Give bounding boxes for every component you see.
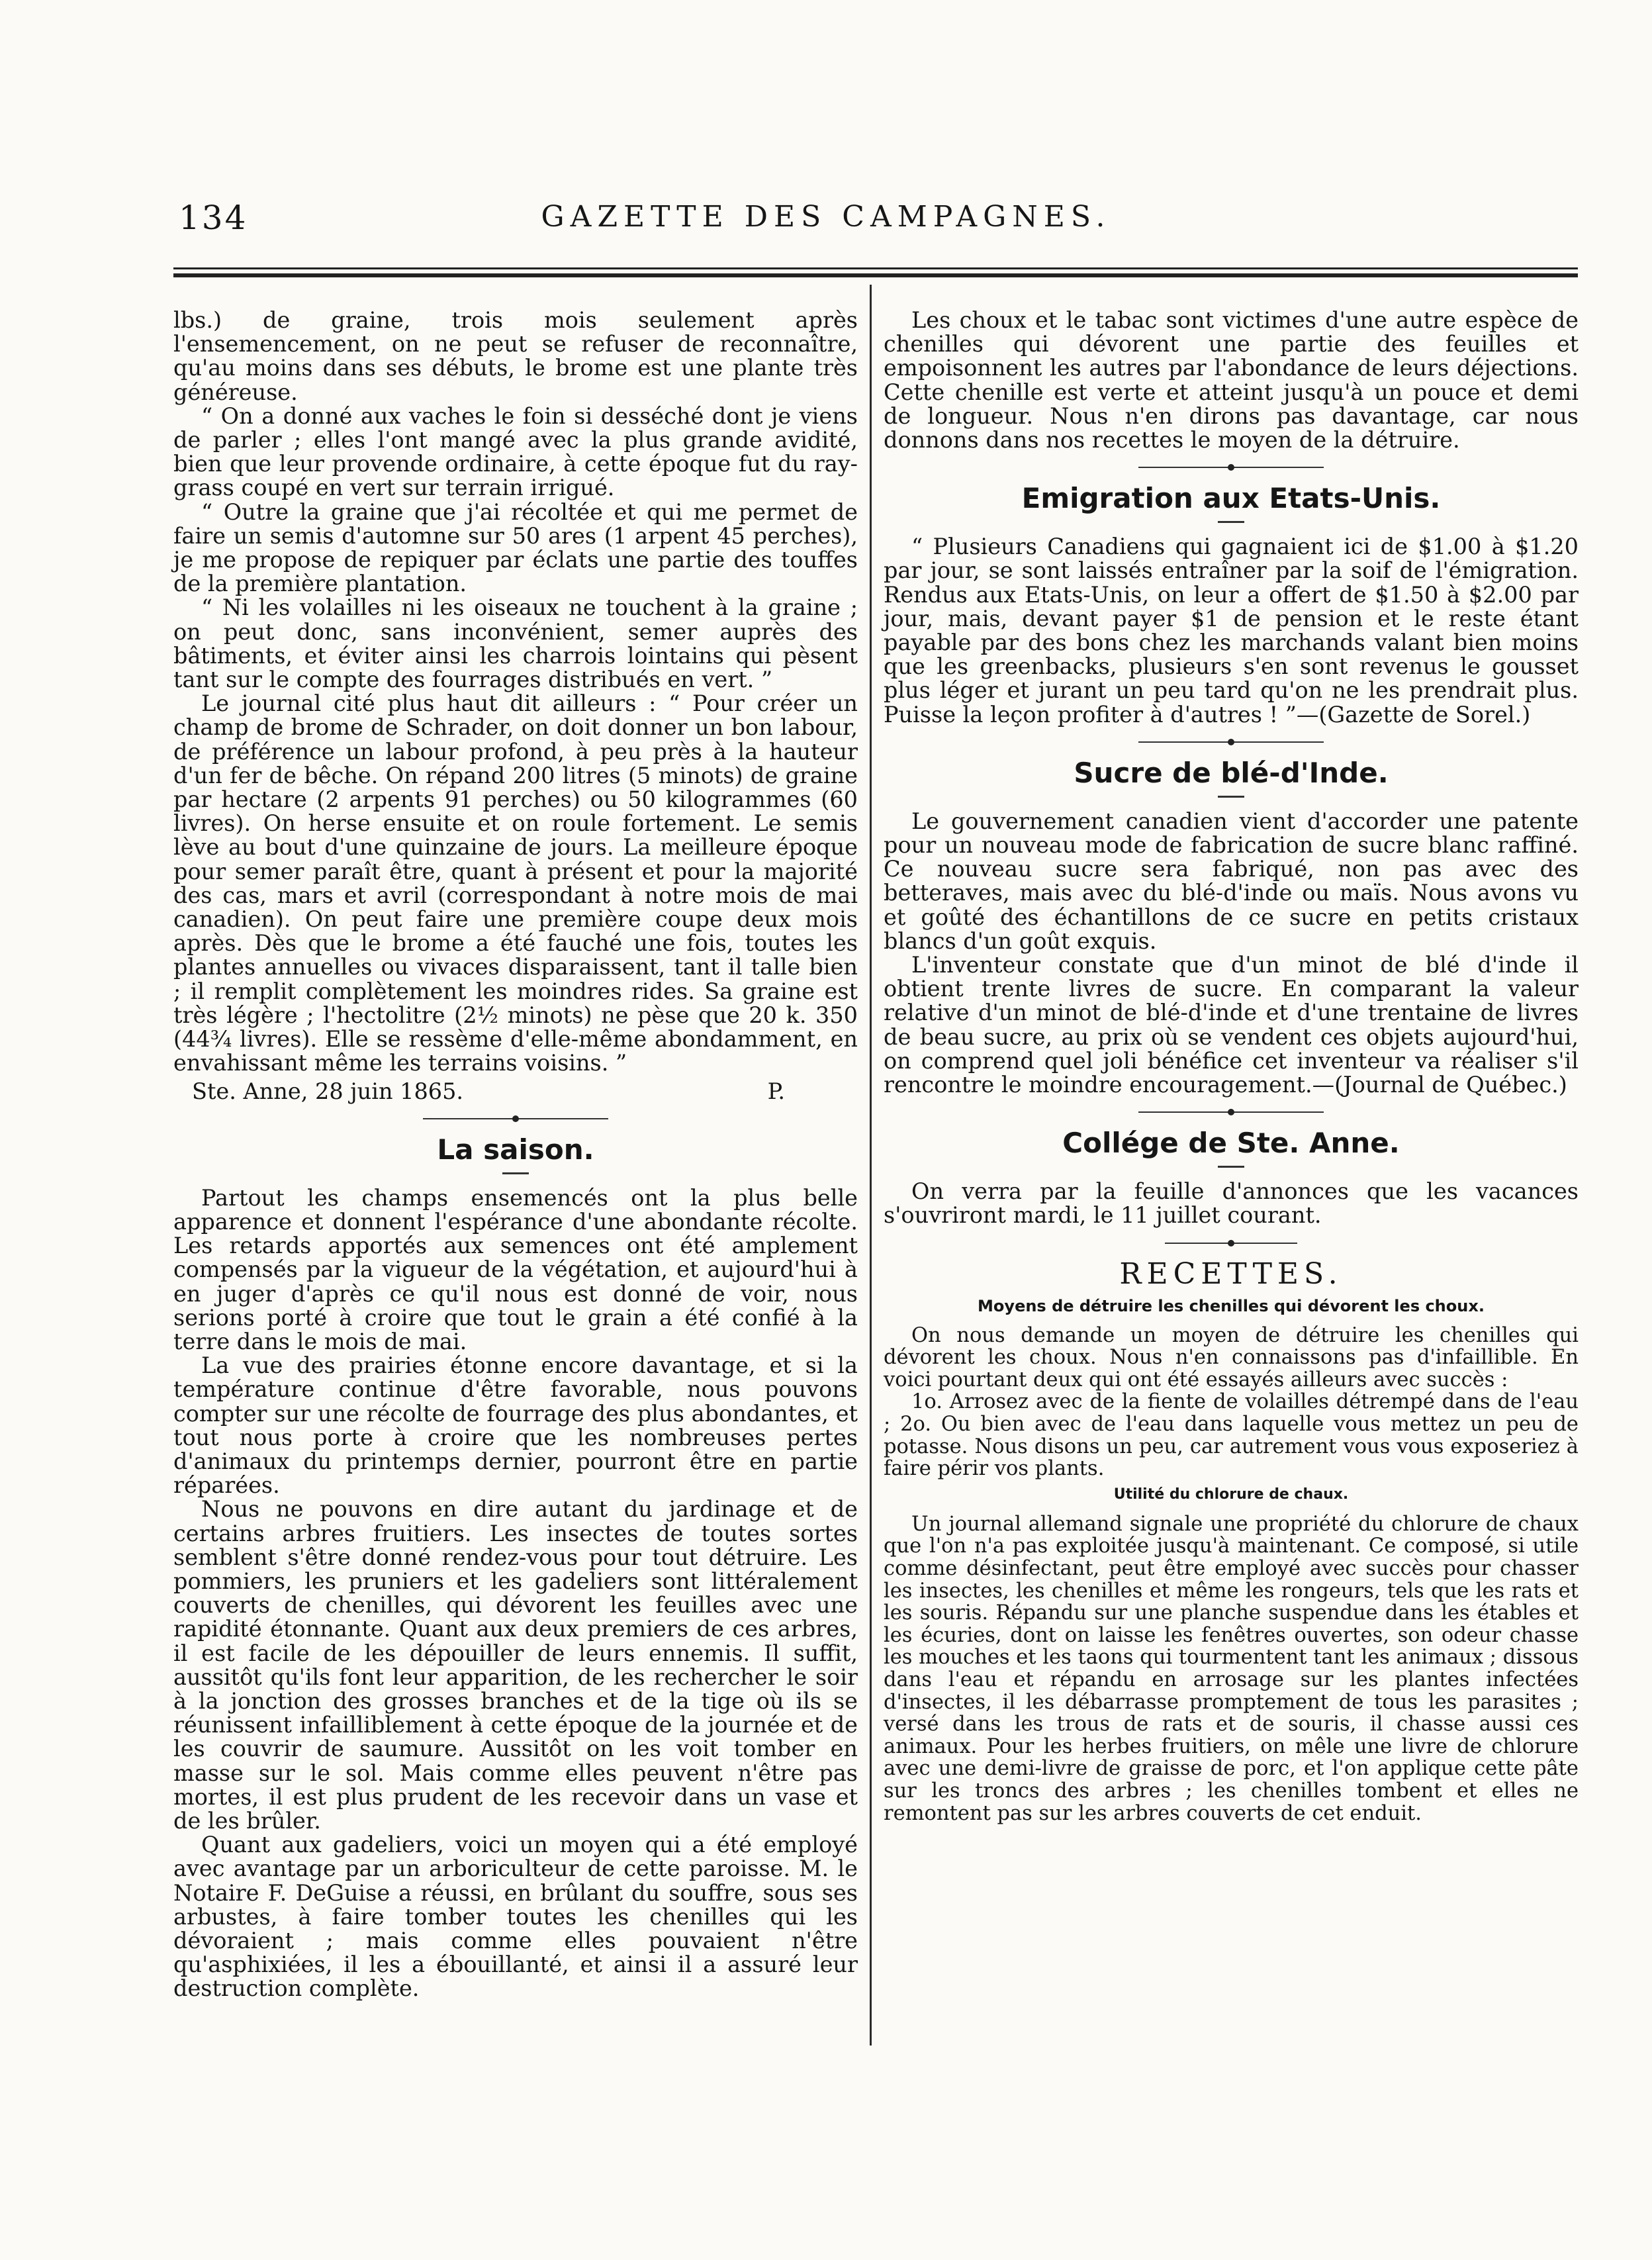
paragraph: “ Plusieurs Canadiens qui gagnaient ici de $1.00 à $1.20 par jour, se sont laissés entraîner par la soif de l'émigration. Rendus aux Etats-Unis, on leur a offert de $1.50 à $2.00 par jour, mais, devant payer $1 de pension et le reste étant payable par des bons chez les marchands valant bien moins que les greenbacks, plusieurs s'en sont revenus le gousset plus léger et jurant un peu tard qu'on ne les prendrait plus. Puisse la leçon profiter à d'autres ! ”—(Gazette de Sorel.) [884, 534, 1579, 728]
paragraph: “ On a donné aux vaches le foin si desséché dont je viens de parler ; elles l'ont mangé avec la plus grande avidité, bien que leur provende ordinaire, à cette époque fut du ray-grass coupé en vert sur terrain irrigué. [173, 402, 858, 501]
section-separator [884, 1233, 1579, 1253]
paragraph: L'inventeur constate que d'un minot de blé d'inde il obtient trente livres de sucre. En comparant la valeur relative d'un minot de blé-d'inde et d'une trentaine de livres de beau sucre, au prix où se vendent ces objets aujourd'hui, on comprend quel joli bénéfice cet inventeur va réaliser s'il rencontre le moindre encouragement.—(Journal de Québec.) [884, 952, 1579, 1098]
section-separator [884, 732, 1579, 752]
paragraph: Un journal allemand signale une propriété du chlorure de chaux que l'on n'a pas exploitée jusqu'à maintenant. Ce composé, si utile comme désinfectant, peut être employé avec succès pour chasser les insectes, les chenilles et même les rongeurs, tels que les rats et les souris. Répandu sur une planche suspendue dans les étables et les écuries, dont on laisse les fenêtres ouvertes, son odeur chasse les mouches et les taons qui tourmentent tant les animaux ; dissous dans l'eau et répandu en arrosage sur les plantes infectées d'insectes, il les débarrasse promptement de tous les parasites ; versé dans les trous de rats et de souris, il chasse aussi ces animaux. Pour les herbes fruitiers, on mêle une livre de chlorure avec une demi-livre de graisse de porc, et l'on applique cette pâte sur les troncs des arbres ; les chenilles tombent et elles ne remontent pas sur les arbres couverts de cet enduit. [884, 1512, 1579, 1825]
paragraph: Le journal cité plus haut dit ailleurs : “ Pour créer un champ de brome de Schrader, on doit donner un bon labour, de préférence un labour profond, à peu près à la hauteur d'un fer de bêche. On répand 200 litres (5 minots) de graine par hectare (2 arpents 91 perches) ou 50 kilogrammes (60 livres). On herse ensuite et on roule fortement. Le semis lève au bout d'une quinzaine de jours. La meilleure époque pour semer paraît être, quant à présent et pour la majorité des cas, mars et avril (correspondant à notre mois de mai canadien). On peut faire une première coupe deux mois après. Dès que le brome a été fauché une fois, toutes les plantes annuelles ou vivaces disparaissent, tant il talle bien ; il remplit complètement les moindres rides. Sa graine est très légère ; l'hectolitre (2½ minots) ne pèse que 20 k. 350 (44¾ livres). Elle se ressème d'elle-même abondamment, en envahissant même les terrains voisins. ” [173, 690, 858, 1076]
paragraph: On verra par la feuille d'annonces que les vacances s'ouvriront mardi, le 11 juillet courant. [884, 1178, 1579, 1229]
heading-emigration: Emigration aux Etats-Unis. [1021, 482, 1441, 515]
heading-sucre: Sucre de blé-d'Inde. [1074, 756, 1389, 789]
signature-initial: P. [767, 1078, 785, 1104]
paragraph: Partout les champs ensemencés ont la plus belle apparence et donnent l'espérance d'une abondante récolte. Les retards apportés aux semences ont été amplement compensés par la vigueur de la végétation, et aujourd'hui à en juger d'après ce qu'il nous est donné de voir, nous serions porté à croire que tout le grain a été confié à la terre dans le mois de mai. [173, 1184, 858, 1354]
page-number: 134 [179, 199, 248, 237]
paragraph: La vue des prairies étonne encore davantage, et si la température continue d'être favorable, nous pouvons compter sur une récolte de fourrage des plus abondantes, et tout nous porte à croire que les nombreuses pertes d'animaux du printemps dernier, pourront être en partie réparées. [173, 1352, 858, 1499]
paragraph: “ Outre la graine que j'ai récoltée et qui me permet de faire un semis d'automne sur 50 ares (1 arpent 45 perches), je me propose de repiquer par éclats une partie des touffes de la première plantation. [173, 498, 858, 597]
paragraph: Nous ne pouvons en dire autant du jardinage et de certains arbres fruitiers. Les insectes de toutes sortes semblent s'être donné rendez-vous pour tout détruire. Les pommiers, les pruniers et les gadeliers sont littéralement couverts de chenilles, qui dévorent les feuilles avec une rapidité étonnante. Quant aux deux premiers de ces arbres, il est facile de les dépouiller de leurs ennemis. Il suffit, aussitôt qu'ils font leur apparition, de les rechercher le soir à la jonction des grosses branches et de la tige où ils se réunissent infailliblement à cette époque de la journée et de les couvrir de saumure. Aussitôt on les voit tomber en masse sur le sol. Mais comme elles peuvent n'être pas mortes, il est plus prudent de les recevoir dans un vase et de les brûler. [173, 1496, 858, 1834]
section-separator [173, 1109, 858, 1129]
heading-la-saison: La saison. [437, 1133, 594, 1166]
paragraph: “ Ni les volailles ni les oiseaux ne touchent à la graine ; on peut donc, sans inconvénient, semer auprès des bâtiments, et éviter ainsi les charrois lointains qui pèsent tant sur le compte des fourrages distribués en vert. ” [173, 594, 858, 693]
heading-dash [502, 1172, 529, 1174]
header-rule-thick [173, 273, 1578, 277]
signature-place-date: Ste. Anne, 28 juin 1865. [192, 1078, 464, 1104]
signature-line [173, 1080, 858, 1104]
column-divider [870, 285, 872, 2046]
paragraph: lbs.) de graine, trois mois seulement après l'ensemencement, on ne peut se refuser de reconnaître, qu'au moins dans ses débuts, le brome est une plante très généreuse. [173, 307, 858, 405]
paragraph: Les choux et le tabac sont victimes d'une autre espèce de chenilles qui dévorent une partie des feuilles et empoisonnent les autres par l'abondance de leurs déjections. Cette chenille est verte et atteint jusqu'à un pouce et demi de longueur. Nous n'en dirons pas davantage, car nous donnons dans nos recettes le moyen de la détruire. [884, 307, 1579, 453]
paragraph: Quant aux gadeliers, voici un moyen qui a été employé avec avantage par un arboriculteur de cette paroisse. M. le Notaire F. DeGuise a réussi, en brûlant du souffre, sous ses arbustes, à faire tomber toutes les chenilles qui les dévoraient ; mais comme elles pouvaient n'être qu'asphixiées, il les a ébouillanté, et ainsi il a assuré leur destruction complète. [173, 1832, 858, 2002]
heading-dash [1218, 1166, 1244, 1168]
heading-recettes: RECETTES. [1119, 1256, 1343, 1291]
paragraph: Le gouvernement canadien vient d'accorder une patente pour un nouveau mode de fabrication de sucre blanc raffiné. Ce nouveau sucre sera fabriqué, non pas avec des betteraves, mais avec du blé-d'inde ou maïs. Nous avons vu et goûté des échantillons de ce sucre en petits cristaux blancs d'un goût exquis. [884, 808, 1579, 954]
right-column [884, 308, 1579, 1824]
section-separator [884, 1102, 1579, 1122]
heading-college: Collége de Ste. Anne. [1062, 1127, 1400, 1160]
paragraph: 1o. Arrosez avec de la fiente de volailles détrempé dans de l'eau ; 2o. Ou bien avec de l'eau dans laquelle vous mettez un peu de potasse. Nous disons un peu, car autrement vous vous exposeriez à faire périr vos plants. [884, 1390, 1579, 1481]
paragraph: On nous demande un moyen de détruire les chenilles qui dévorent les choux. Nous n'en connaissons pas d'infaillible. En voici pourtant deux qui ont été essayés ailleurs avec succès : [884, 1323, 1579, 1391]
subheading-chenilles: Moyens de détruire les chenilles qui dévorent les choux. [978, 1296, 1485, 1315]
subheading-chlorure: Utilité du chlorure de chaux. [1113, 1485, 1349, 1503]
left-column [173, 308, 858, 2001]
header-rule-thin [173, 267, 1578, 269]
heading-dash [1218, 796, 1244, 798]
newspaper-title: GAZETTE DES CAMPAGNES. [541, 200, 1111, 234]
section-separator [884, 457, 1579, 477]
page-header [0, 199, 1652, 238]
heading-dash [1218, 521, 1244, 523]
